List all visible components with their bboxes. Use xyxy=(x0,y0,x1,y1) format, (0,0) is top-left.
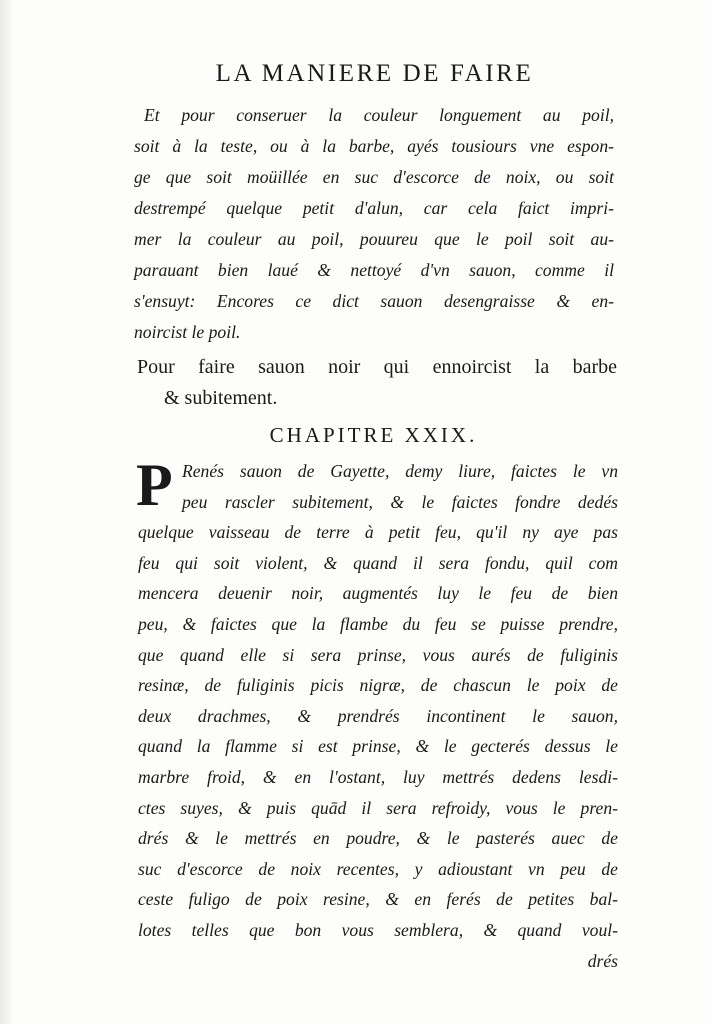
text-line: mer la couleur au poil, pouureu que le poil soit au- xyxy=(134,229,614,249)
paragraph-preserve-color xyxy=(134,100,614,348)
text-line: ctes suyes, & puis quād il sera refroidy, vous le pren- xyxy=(138,797,618,818)
chapter-title: CHAPITRE XXIX. xyxy=(269,423,478,447)
text-line: peu, & faictes que la flambe du feu se puisse prendre, xyxy=(138,613,618,634)
text-line: mencera deuenir noir, augmentés luy le feu de bien xyxy=(138,583,618,604)
text-line: drés & le mettrés en poudre, & le pasterés auec de xyxy=(138,828,618,849)
page-gutter-shadow xyxy=(0,0,14,1024)
text-line: quand la flamme si est prinse, & le gecterés dessus le xyxy=(138,736,618,757)
text-line: Et pour conseruer la couleur longuement au poil, xyxy=(144,105,614,125)
text-line: s'ensuyt: Encores ce dict sauon desengraisse & en- xyxy=(134,291,614,311)
text-line: parauant bien laué & nettoyé d'vn sauon, comme il xyxy=(134,260,614,280)
text-line: feu qui soit violent, & quand il sera fondu, quil com xyxy=(138,552,618,573)
text-line: lotes telles que bon vous semblera, & quand voul- xyxy=(138,919,618,940)
text-line: peu rascler subitement, & le faictes fondre dedés xyxy=(182,491,618,512)
text-line: noircist le poil. xyxy=(134,322,241,342)
text-line: soit à la teste, ou à la barbe, ayés tousiours vne espon- xyxy=(134,136,614,156)
section-heading xyxy=(137,352,617,414)
text-line: que quand elle si sera prinse, vous aurés de fuliginis xyxy=(138,644,618,665)
drop-cap: P xyxy=(136,452,173,518)
chapter-body xyxy=(136,452,618,976)
text-line: marbre froid, & en l'ostant, luy mettrés dedens lesdi- xyxy=(138,766,618,787)
text-line: ceste fuligo de poix resine, & en ferés de petites bal- xyxy=(138,889,618,910)
text-line: resinæ, de fuliginis picis nigræ, de chascun le poix de xyxy=(138,675,618,696)
text-line: Renés sauon de Gayette, demy liure, faictes le vn xyxy=(182,461,618,481)
heading-line: Pour faire sauon noir qui ennoircist la barbe xyxy=(137,356,617,378)
running-head: LA MANIERE DE FAIRE xyxy=(215,60,534,87)
text-line: suc d'escorce de noix recentes, y adioustant vn peu de xyxy=(138,858,618,879)
text-line: destrempé quelque petit d'alun, car cela faict impri- xyxy=(134,198,614,218)
heading-line: & subitement. xyxy=(164,387,278,409)
catchword: drés xyxy=(587,950,618,971)
text-line: quelque vaisseau de terre à petit feu, qu'il ny aye pas xyxy=(138,522,618,543)
text-line: deux drachmes, & prendrés incontinent le sauon, xyxy=(138,705,618,726)
text-line: ge que soit moüillée en suc d'escorce de noix, ou soit xyxy=(134,167,614,187)
